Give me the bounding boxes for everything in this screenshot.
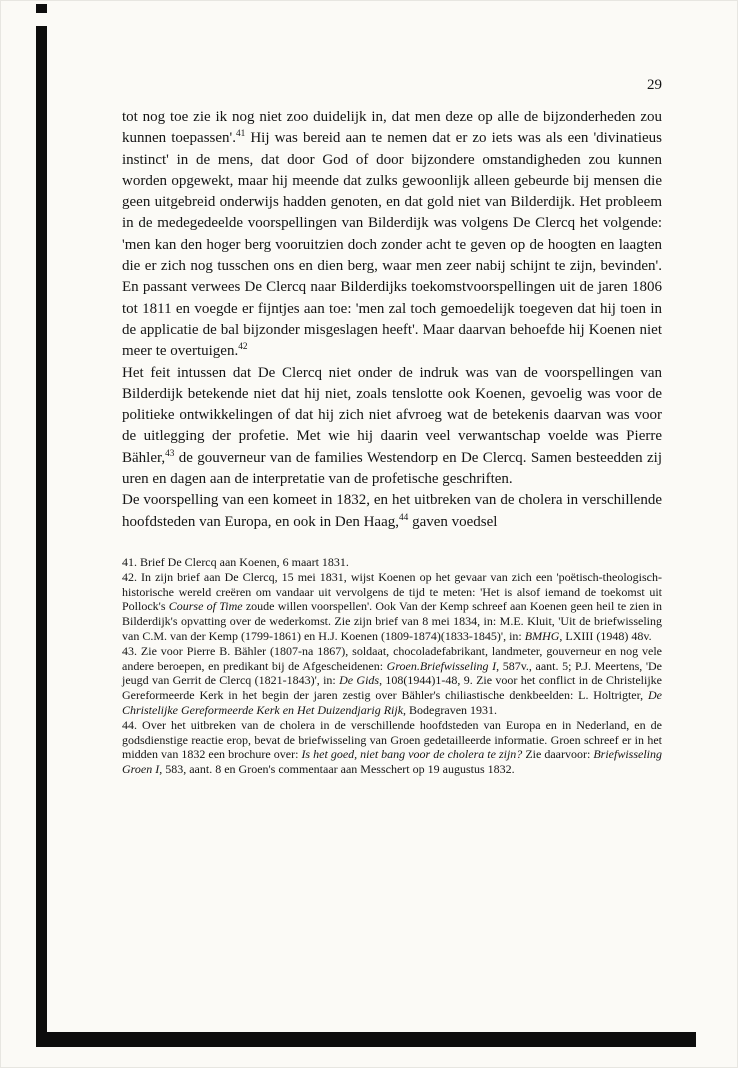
footnotes <box>122 555 662 777</box>
page-content <box>122 76 662 777</box>
page-number: 29 <box>647 77 662 93</box>
footnote: 42. In zijn brief aan De Clercq, 15 mei 1831, wijst Koenen op het gevaar van zich een 'poëtisch-theologisch-historische wereld creëren om vandaar uit vervolgens de tijd te meten: 'Het is alsof iemand de toekomst uit Pollock's Course of Time zoude willen voorspellen'. Ook Van der Kemp schreef aan Koenen geen heil te zien in Bilderdijk's opvatting over de wederkomst. Zie zijn brief van 8 mei 1834, in: M.E. Kluit, 'Uit de briefwisseling van C.M. van der Kemp (1799-1861) en H.J. Koenen (1809-1874)(1833-1845)', in: BMHG, LXIII (1948) 48v. <box>122 569 663 643</box>
paragraph: De voorspelling van een komeet in 1832, en het uitbreken van de cholera in verschillende hoofdsteden van Europa, en ook in Den Haag,$^{44}$ gaven voedsel <box>122 492 662 530</box>
scan-edge-left <box>36 26 47 1037</box>
scan-edge-tick <box>36 4 47 13</box>
paragraph: Het feit intussen dat De Clercq niet onder de indruk was van de voorspellingen van Bilderdijk betekende niet dat hij niet, zoals tenslotte ook Koenen, gevoelig was voor de politieke ontwikkelingen of dat hij zich niet afvroeg wat de betekenis daarvan was voor de uitlegging der profetie. Met wie hij daarin veel verwantschap voelde was Pierre Bähler,$^{43}$ de gouverneur van de families Westendorp en De Clercq. Samen besteedden zij uren en dagen aan de interpretatie van de profetische geschriften. <box>122 364 662 488</box>
scan-edge-bottom <box>36 1032 696 1047</box>
footnote: 44. Over het uitbreken van de cholera in de verschillende hoofdsteden van Europa en in Nederland, en de godsdienstige reactie erop, bevat de briefwisseling van Groen gedetailleerde informatie. Groen schreef er in het midden van 1832 een brochure over: Is het goed, niet bang voor de cholera te zijn? Zie daarvoor: Briefwisseling Groen I, 583, aant. 8 en Groen's commentaar aan Messchert op 19 augustus 1832. <box>122 717 663 777</box>
footnote: 41. Brief De Clercq aan Koenen, 6 maart 1831. <box>122 554 349 569</box>
body-text <box>122 107 662 533</box>
paragraph: tot nog toe zie ik nog niet zoo duidelijk in, dat men deze op alle de bijzonderheden zou kunnen toepassen'.$^{41}$ Hij was bereid aan te nemen dat er zo iets was als een 'divinatieus instinct' in de mens, dat door God of door bijzondere omstandigheden zou kunnen worden opgewekt, maar hij meende dat zulks gewoonlijk alleen gebeurde bij mensen die geen uitgebreid onderwijs hadden genoten, en dat gold niet van Bilderdijk. Het probleem in de medegedeelde voorspellingen van Bilderdijk was volgens De Clercq het volgende: 'men kan den hoger berg vooruitzien doch zonder acht te geven op de hoogten en laagten die er zich nog tusschen ons en dien berg, waar men zeer nabij schijnt te zijn, bevinden'. En passant verwees De Clercq naar Bilderdijks toekomstvoorspellingen uit de jaren 1806 tot 1811 en voegde er fijntjes aan toe: 'men zal toch gemoedelijk toegeven dat hij toen in de applicatie de bal bijzonder misgeslagen heeft'. Maar daarvan behoefde hij Koenen niet meer te overtuigen.$^{42}$ <box>122 109 662 360</box>
footnote: 43. Zie voor Pierre B. Bähler (1807-na 1867), soldaat, chocoladefabrikant, landmeter, gouverneur en nog vele andere beroepen, en predikant bij de Afgescheidenen: Groen.Briefwisseling I, 587v., aant. 5; P.J. Meertens, 'De jeugd van Gerrit de Clercq (1821-1843)', in: De Gids, 108(1944)1-48, 9. Zie voor het conflict in de Christelijke Gereformeerde Kerk in het begin der jaren zestig over Bähler's chiliastische denkbeelden: L. Holtrigter, De Christelijke Gereformeerde Kerk en Het Duizendjarig Rijk, Bodegraven 1931. <box>122 643 663 717</box>
